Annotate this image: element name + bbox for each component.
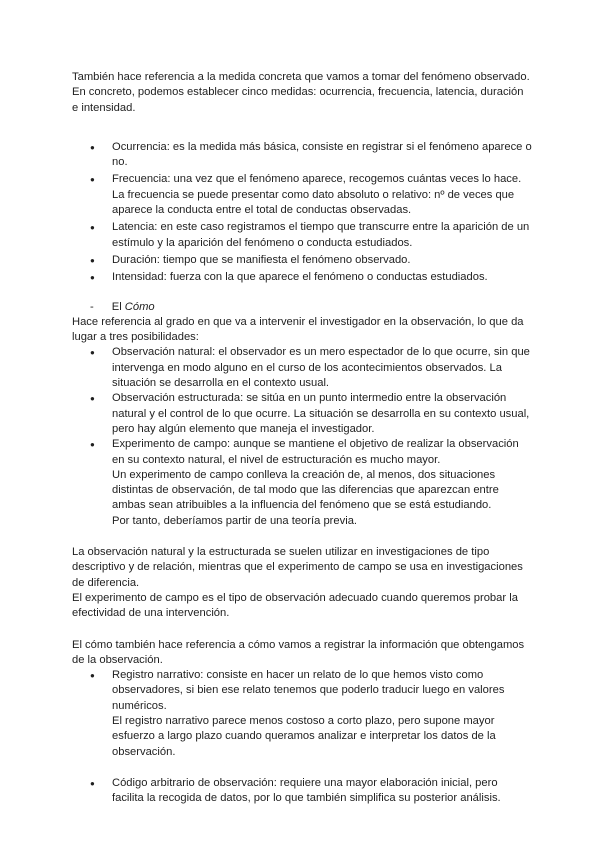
list-item: ● Duración: tiempo que se manifiesta el fenómeno observado. bbox=[72, 253, 532, 268]
registro-intro-paragraph: El cómo también hace referencia a cómo vamos a registrar la información que obtengamos de la observación. bbox=[72, 638, 525, 666]
uso-paragraph-2: El experimento de campo es el tipo de observación adecuado cuando queremos probar la efectividad de una intervención. bbox=[72, 591, 518, 620]
heading-prefix: El bbox=[111, 300, 122, 313]
item-text: ● Experimento de campo: aunque se mantiene el objetivo de realizar la observación en su contexto natural, el nivel de estructuración es mucho mayor. bbox=[112, 438, 519, 466]
list-item: ● Intensidad: fuerza con la que aparece el fenómeno o conductas estudiados. bbox=[72, 270, 532, 285]
registro-list bbox=[72, 668, 532, 760]
list-item: ● Frecuencia: una vez que el fenómeno aparece, recogemos cuántas veces lo hace. La frecuencia se puede presentar como dato absoluto o relativo: nº de veces que aparece la conducta entre el total de conductas observadas. bbox=[72, 172, 532, 218]
section-heading bbox=[72, 300, 532, 315]
heading-italic: Cómo bbox=[124, 300, 155, 313]
list-item bbox=[72, 391, 532, 437]
list-item bbox=[72, 668, 532, 760]
document-page bbox=[72, 70, 532, 806]
item-extra-text: El registro narrativo parece menos costoso a corto plazo, pero supone mayor esfuerzo a largo plazo cuando queramos analizar e interpretar los datos de la observación. bbox=[112, 714, 496, 758]
uso-paragraph-1: La observación natural y la estructurada se suelen utilizar en investigaciones de tipo descriptivo y de relación, mientras que el experimento de campo se usa en investigaciones de diferencia. bbox=[72, 546, 523, 589]
posibilidades-list bbox=[72, 345, 532, 529]
dash-bullet: - bbox=[90, 300, 94, 313]
list-item: ● Ocurrencia: es la medida más básica, consiste en registrar si el fenómeno aparece o no. bbox=[72, 140, 532, 171]
intro-paragraph: También hace referencia a la medida concreta que vamos a tomar del fenómeno observado. En concreto, podemos establecer cinco medidas: ocurrencia, frecuencia, latencia, duración e intensidad. bbox=[72, 71, 530, 114]
list-item bbox=[72, 345, 532, 391]
item-text: Observación natural: el observador es un mero espectador de lo que ocurre, sin que intervenga en modo alguno en el curso de los acontecimientos observados. La situación se desarrolla en el contexto usual. bbox=[112, 346, 530, 390]
item-extra-text: Un experimento de campo conlleva la creación de, al menos, dos situaciones distintas de observación, de tal modo que las diferencias que aparezcan entre ambas sean atribuibles a la influencia del fenómeno que se está estudiando. bbox=[112, 468, 499, 512]
medidas-list bbox=[72, 140, 532, 286]
list-item: ● Código arbitrario de observación: requiere una mayor elaboración inicial, pero facilita la recogida de datos, por lo que también simplifica su posterior análisis. bbox=[72, 776, 532, 807]
list-item bbox=[72, 437, 532, 529]
codigo-list bbox=[72, 776, 532, 807]
item-extra-text: Por tanto, deberíamos partir de una teoría previa. bbox=[112, 514, 358, 527]
list-item: ● Latencia: en este caso registramos el tiempo que transcurre entre la aparición de un estímulo y la aparición del fenómeno o conducta estudiados. bbox=[72, 220, 532, 251]
item-text: Observación estructurada: se sitúa en un punto intermedio entre la observación natural y el control de lo que ocurre. La situación se desarrolla en su contexto usual, pero hay algún elemento que maneja el investigador. bbox=[112, 392, 530, 435]
como-intro-paragraph: Hace referencia al grado en que va a intervenir el investigador en la observación, lo que da lugar a tres posibilidades: bbox=[72, 315, 524, 344]
item-text: ● Registro narrativo: consiste en hacer un relato de lo que hemos visto como observadores, si bien ese relato tenemos que poderlo traducir luego en valores numéricos. bbox=[112, 669, 505, 712]
